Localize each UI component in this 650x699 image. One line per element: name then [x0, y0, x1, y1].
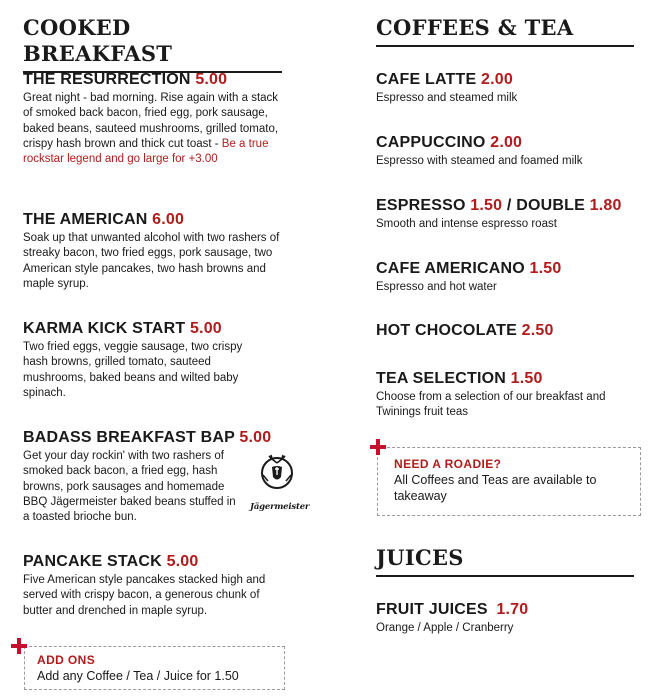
section-title-cooked-breakfast: COOKED BREAKFAST [23, 15, 173, 66]
item-name: HOT CHOCOLATE [376, 322, 517, 339]
cooked-breakfast-header [23, 15, 282, 73]
callout-text: Add any Coffee / Tea / Juice for 1.50 [37, 669, 239, 683]
item-price: 2.50 [521, 322, 554, 339]
section-title-coffees-tea: COFFEES & TEA [376, 15, 574, 40]
item-description: Espresso and hot water [376, 281, 497, 293]
menu-item-hot-chocolate [376, 321, 634, 341]
menu-item-cappuccino [376, 133, 634, 169]
plus-icon [11, 638, 27, 654]
item-name: CAPPUCCINO [376, 134, 486, 151]
section-rule [376, 45, 634, 47]
menu-item-cafe-americano [376, 259, 634, 295]
item-price: 6.00 [152, 211, 185, 228]
callout-title: NEED A ROADIE? [394, 457, 502, 471]
plus-icon [370, 439, 386, 455]
menu-item-pancake-stack [23, 552, 282, 619]
menu-item-the-resurrection [23, 70, 282, 167]
item-upgrade-note: Be a true rockstar legend and go large for +3.00 [23, 137, 269, 166]
menu-item-badass-breakfast-bap [23, 428, 282, 525]
item-description: Five American style pancakes stacked high and served with crispy bacon, a generous chunk of butter and drenched in maple syrup. [23, 574, 266, 617]
coffees-tea-header [376, 15, 634, 47]
item-price: 5.00 [239, 429, 272, 446]
item-name: THE RESURRECTION [23, 71, 191, 88]
item-description: Espresso and steamed milk [376, 92, 518, 104]
item-price: 1.50 [470, 197, 503, 214]
item-price: 2.00 [481, 71, 513, 88]
item-name: PANCAKE STACK [23, 553, 162, 570]
section-title-juices: JUICES [376, 545, 464, 570]
item-name: THE AMERICAN [23, 211, 148, 228]
item-name: KARMA KICK START [23, 320, 186, 337]
item-name: CAFE AMERICANO [376, 260, 525, 277]
item-name: ESPRESSO [376, 197, 466, 214]
stag-head-icon [250, 453, 304, 497]
item-description: Choose from a selection of our breakfast and Twinings fruit teas [376, 391, 606, 419]
item-description: Orange / Apple / Cranberry [376, 622, 514, 634]
item-price: 1.50 [529, 260, 562, 277]
item-description: Soak up that unwanted alcohol with two rashers of streaky bacon, two fried eggs, pork sausage, two American style pancakes, two hash browns and maple syrup. [23, 232, 280, 290]
menu-item-fruit-juices [376, 600, 634, 636]
callout-text: All Coffees and Teas are available to takeaway [394, 473, 597, 503]
menu-item-espresso [376, 196, 634, 232]
add-ons-callout [24, 646, 285, 690]
item-price: 5.00 [166, 553, 199, 570]
item-price-double: 1.80 [589, 197, 622, 214]
item-price: 5.00 [189, 320, 222, 337]
item-description: Great night - bad morning. Rise again with a stack of smoked back bacon, fried egg, pork sausage, baked beans, sauteed mushrooms, grilled tomato, crispy hash brown and thick cut toast - Be a true rockstar legend and go large for +3.00 [23, 92, 279, 166]
menu-item-the-american [23, 210, 282, 292]
item-price: 2.00 [490, 134, 523, 151]
jagermeister-logo [250, 453, 310, 513]
item-name: CAFE LATTE [376, 71, 477, 88]
item-description: Espresso with steamed and foamed milk [376, 155, 583, 167]
cooked-breakfast-column [23, 0, 282, 699]
roadie-callout [377, 447, 641, 516]
coffees-tea-column [376, 0, 634, 699]
item-name: BADASS BREAKFAST BAP [23, 429, 235, 446]
callout-title: ADD ONS [37, 653, 96, 667]
item-price: 5.00 [195, 71, 228, 88]
menu-item-karma-kick-start [23, 319, 282, 401]
item-name: FRUIT JUICES [376, 601, 488, 618]
item-size-separator: / DOUBLE [506, 197, 585, 214]
item-description: Get your day rockin' with two rashers of smoked back bacon, a fried egg, hash browns, pork sausages and homemade BBQ Jägermeister baked beans stuffed in a toasted brioche bun. [23, 450, 236, 524]
item-description: Smooth and intense espresso roast [376, 218, 557, 230]
item-price: 1.70 [496, 601, 529, 618]
item-description: Two fried eggs, veggie sausage, two crispy hash browns, grilled tomato, sauteed mushrooms, baked beans and wilted baby spinach. [23, 341, 243, 399]
menu-item-cafe-latte [376, 70, 634, 106]
item-name: TEA SELECTION [376, 370, 507, 387]
menu-item-tea-selection [376, 369, 634, 421]
juices-header [376, 545, 634, 577]
section-rule [376, 575, 634, 577]
item-price: 1.50 [510, 370, 543, 387]
logo-wordmark: Jägermeister [250, 502, 310, 512]
